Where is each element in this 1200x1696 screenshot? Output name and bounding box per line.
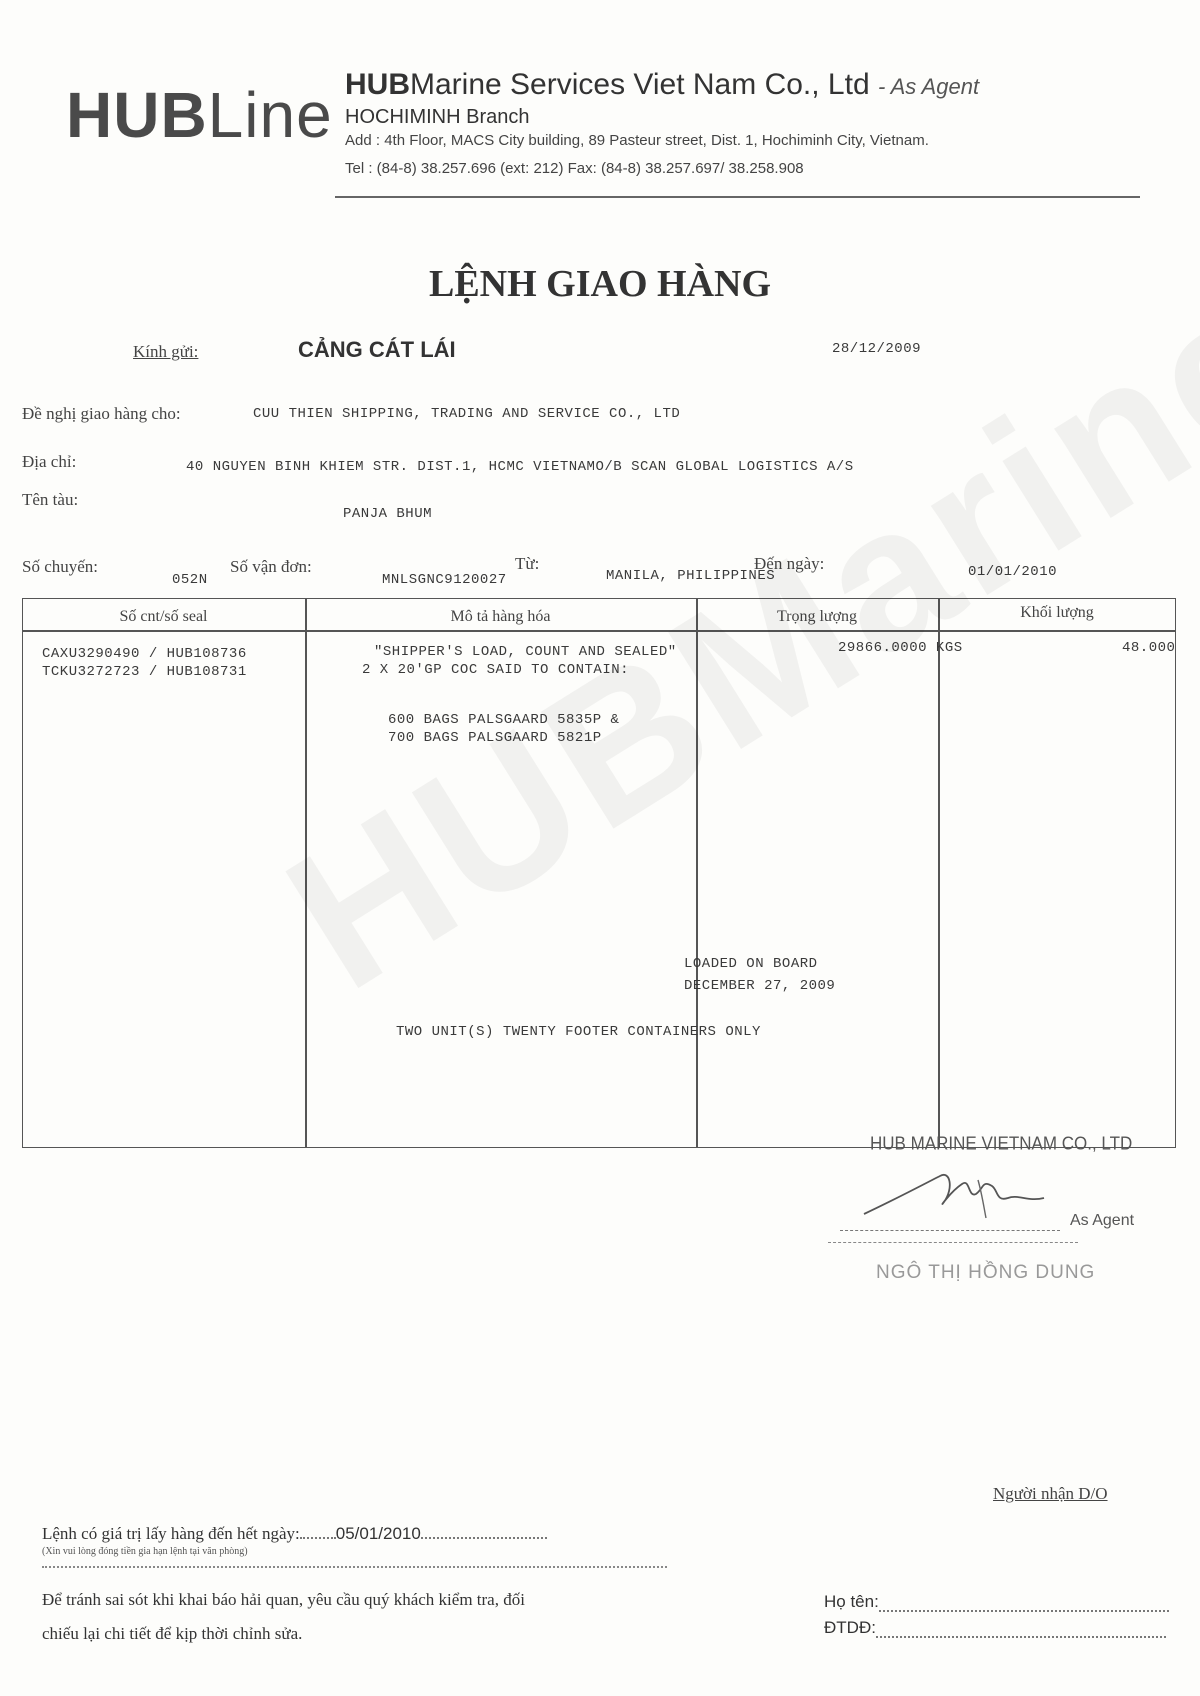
kinh-gui-label: Kính gửi:: [133, 342, 199, 361]
from-label: Từ:: [515, 554, 540, 573]
validity-row: [42, 1524, 667, 1544]
receiver-name-field: [879, 1610, 1169, 1612]
company-address: Add : 4th Floor, MACS City building, 89 Pasteur street, Dist. 1, Hochiminh City, Vietnam.: [345, 132, 929, 149]
document-date: 28/12/2009: [832, 341, 922, 357]
warning-line: chiếu lại chi tiết để kịp thời chỉnh sửa.: [42, 1624, 303, 1643]
bill-of-lading-label: Số vận đơn:: [230, 557, 312, 576]
signature-line: [828, 1242, 1078, 1243]
document-title: LỆNH GIAO HÀNG: [428, 263, 772, 305]
description-line: 700 BAGS PALSGAARD 5821P: [388, 730, 602, 746]
loaded-on-board: LOADED ON BOARD: [684, 956, 818, 972]
voyage-value: 052N: [172, 572, 208, 588]
arrival-date-value: 01/01/2010: [968, 564, 1058, 580]
hubline-logo: HUBLine: [66, 79, 333, 151]
deliver-to-label: Đề nghị giao hàng cho:: [22, 404, 181, 423]
signature-as-agent: As Agent: [1070, 1212, 1135, 1229]
col-header-volume: Khối lượng: [1020, 604, 1094, 621]
address-label: Địa chỉ:: [22, 452, 77, 471]
receiver-phone-field: [876, 1636, 1166, 1638]
from-value: MANILA, PHILIPPINES: [606, 568, 776, 584]
recipient-port: CẢNG CÁT LÁI: [298, 337, 456, 362]
container-seal-row: CAXU3290490 / HUB108736: [42, 646, 247, 662]
receiver-phone-label: ĐTDĐ:: [824, 1618, 876, 1637]
company-name: HUBMarine Services Viet Nam Co., Ltd - As Agent: [345, 68, 980, 101]
validity-note: (Xin vui lòng đóng tiền gia hạn lệnh tại văn phòng): [42, 1546, 248, 1557]
stamp-company: HUB MARINE VIETNAM CO., LTD: [870, 1133, 1133, 1154]
bill-of-lading-value: MNLSGNC9120027: [382, 572, 507, 588]
header-divider: [335, 196, 1140, 198]
description-line: "SHIPPER'S LOAD, COUNT AND SEALED": [374, 644, 677, 660]
weight-value: 29866.0000 KGS: [838, 640, 963, 656]
branch-name: HOCHIMINH Branch: [345, 106, 530, 128]
deliver-to-value: CUU THIEN SHIPPING, TRADING AND SERVICE CO., LTD: [253, 406, 681, 422]
signatory-name: NGÔ THỊ HỒNG DUNG: [876, 1262, 1096, 1283]
col-header-description: Mô tả hàng hóa: [450, 608, 551, 625]
receiver-name-row: [824, 1592, 1178, 1612]
vessel-label: Tên tàu:: [22, 490, 79, 509]
validity-label: Lệnh có giá trị lấy hàng đến hết ngày:: [42, 1524, 300, 1543]
address-value: 40 NGUYEN BINH KHIEM STR. DIST.1, HCMC VIETNAMO/B SCAN GLOBAL LOGISTICS A/S: [186, 459, 854, 475]
voyage-label: Số chuyến:: [22, 557, 99, 576]
description-line: 2 X 20'GP COC SAID TO CONTAIN:: [362, 662, 630, 678]
signature-line: [840, 1230, 1060, 1231]
loaded-date: DECEMBER 27, 2009: [684, 978, 836, 994]
vessel-value: PANJA BHUM: [343, 506, 433, 522]
warning-line: Để tránh sai sót khi khai báo hải quan, yêu cầu quý khách kiểm tra, đối: [42, 1590, 525, 1609]
as-agent-label: - As Agent: [877, 74, 980, 99]
container-seal-row: TCKU3272723 / HUB108731: [42, 664, 247, 680]
do-receiver-label: Người nhận D/O: [993, 1484, 1108, 1503]
volume-value: 48.000: [1122, 640, 1176, 656]
container-units-note: TWO UNIT(S) TWENTY FOOTER CONTAINERS ONLY: [396, 1024, 761, 1040]
company-phone: Tel : (84-8) 38.257.696 (ext: 212) Fax: (84-8) 38.257.697/ 38.258.908: [345, 160, 804, 177]
description-line: 600 BAGS PALSGAARD 5835P &: [388, 712, 620, 728]
receiver-name-label: Họ tên:: [824, 1592, 879, 1611]
col-header-weight: Trọng lượng: [776, 608, 858, 625]
signature-scribble: [858, 1158, 1098, 1228]
validity-divider: [42, 1566, 667, 1568]
col-header-container: Số cnt/số seal: [119, 608, 208, 625]
validity-date: 05/01/2010: [335, 1524, 421, 1543]
arrival-date-label: Đến ngày:: [754, 554, 825, 573]
receiver-phone-row: [824, 1618, 1178, 1638]
